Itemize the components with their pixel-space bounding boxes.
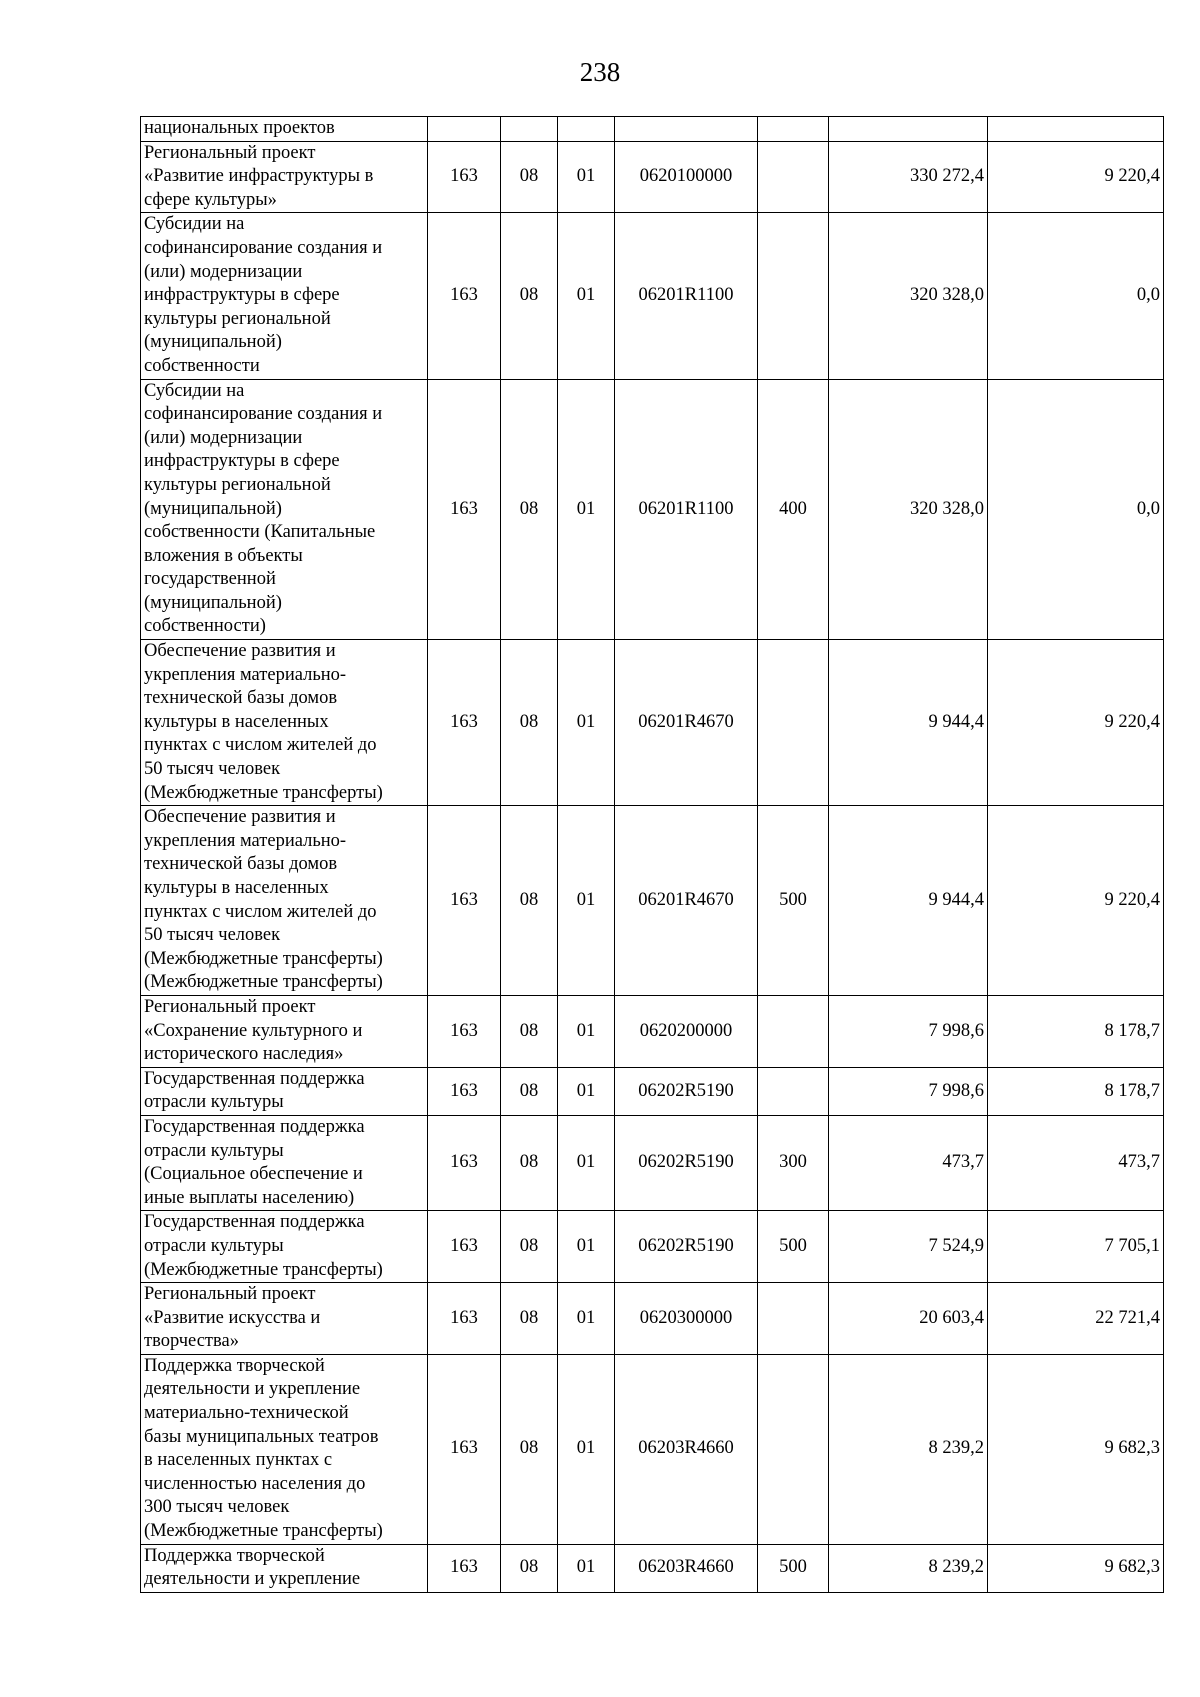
cell-admin-code: 163 [428, 1115, 501, 1210]
cell-admin-code: 163 [428, 379, 501, 640]
cell-section: 08 [501, 1283, 558, 1355]
item-name-line: технической базы домов [144, 854, 338, 875]
cell-target-article: 06201R1100 [615, 213, 758, 379]
cell-amount-year-2: 8 178,7 [988, 1067, 1164, 1115]
cell-section: 08 [501, 1115, 558, 1210]
item-name-line: деятельности и укрепление [144, 1569, 361, 1590]
item-name-line: собственности) [144, 616, 266, 637]
item-name-line: инфраструктуры в сфере [144, 451, 340, 472]
table-row [141, 640, 1164, 806]
item-name-line: культуры в населенных [144, 878, 329, 898]
item-name-line: (Межбюджетные трансферты) [144, 972, 383, 993]
table-row [141, 141, 1164, 213]
item-name-line: национальных проектов [144, 118, 335, 138]
item-name-line: (муниципальной) [144, 498, 282, 519]
item-name-line: (муниципальной) [144, 592, 282, 613]
item-name-line: Субсидии на [144, 380, 245, 401]
item-name-line: отрасли культуры [144, 1140, 284, 1161]
cell-expense-type: 500 [758, 1544, 829, 1592]
cell-amount-year-1: 9 944,4 [829, 806, 988, 996]
item-name-line: Государственная поддержка [144, 1212, 365, 1233]
table-row [141, 1211, 1164, 1283]
cell-expense-type [758, 640, 829, 806]
cell-item-name [141, 213, 428, 379]
item-name-line: 50 тысяч человек [144, 925, 281, 946]
cell-item-name [141, 1544, 428, 1592]
cell-amount-year-1: 9 944,4 [829, 640, 988, 806]
item-name-line: (муниципальной) [144, 332, 282, 353]
cell-amount-year-1: 7 998,6 [829, 995, 988, 1067]
table-row [141, 1067, 1164, 1115]
item-name-line: укрепления материально- [144, 830, 347, 851]
cell-expense-type: 500 [758, 1211, 829, 1283]
cell-subsection: 01 [558, 1067, 615, 1115]
cell-section: 08 [501, 1211, 558, 1283]
cell-amount-year-1: 320 328,0 [829, 379, 988, 640]
cell-admin-code: 163 [428, 1067, 501, 1115]
item-name-line: вложения в объекты [144, 545, 303, 566]
cell-section: 08 [501, 379, 558, 640]
item-name-line: в населенных пунктах с [144, 1450, 333, 1471]
cell-target-article: 06203R4660 [615, 1544, 758, 1592]
cell-target-article: 06202R5190 [615, 1115, 758, 1210]
cell-amount-year-2: 22 721,4 [988, 1283, 1164, 1355]
cell-amount-year-2: 9 220,4 [988, 141, 1164, 213]
cell-admin-code: 163 [428, 1544, 501, 1592]
item-name-line: (или) модернизации [144, 261, 303, 282]
cell-amount-year-2: 8 178,7 [988, 995, 1164, 1067]
item-name-line: (Социальное обеспечение и [144, 1164, 363, 1185]
cell-target-article: 06203R4660 [615, 1354, 758, 1544]
item-name-line: иные выплаты населению) [144, 1187, 355, 1208]
item-name-line: собственности (Капитальные [144, 522, 376, 543]
cell-admin-code [428, 117, 501, 142]
item-name-line: творчества» [144, 1331, 239, 1352]
cell-expense-type [758, 117, 829, 142]
cell-subsection: 01 [558, 1115, 615, 1210]
cell-amount-year-1: 8 239,2 [829, 1354, 988, 1544]
cell-item-name [141, 1067, 428, 1115]
item-name-line: культуры в населенных [144, 711, 329, 732]
item-name-line: 300 тысяч человек [144, 1497, 290, 1518]
cell-subsection: 01 [558, 1283, 615, 1355]
item-name-line: Региональный проект [144, 996, 316, 1017]
cell-amount-year-1: 7 524,9 [829, 1211, 988, 1283]
cell-admin-code: 163 [428, 1283, 501, 1355]
item-name-line: Субсидии на [144, 214, 245, 235]
cell-subsection: 01 [558, 806, 615, 996]
cell-section: 08 [501, 1544, 558, 1592]
cell-expense-type [758, 1067, 829, 1115]
cell-target-article: 06202R5190 [615, 1211, 758, 1283]
cell-subsection: 01 [558, 1544, 615, 1592]
item-name-line: Региональный проект [144, 142, 316, 163]
cell-expense-type [758, 141, 829, 213]
table-row [141, 995, 1164, 1067]
item-name-line: исторического наследия» [144, 1044, 344, 1065]
item-name-line: государственной [144, 569, 276, 590]
cell-admin-code: 163 [428, 995, 501, 1067]
item-name-line: (Межбюджетные трансферты) [144, 782, 383, 803]
cell-amount-year-1: 8 239,2 [829, 1544, 988, 1592]
item-name-line: «Развитие искусства и [144, 1307, 321, 1328]
item-name-line: культуры региональной [144, 474, 331, 495]
item-name-line: собственности [144, 355, 260, 376]
cell-section: 08 [501, 995, 558, 1067]
cell-amount-year-2: 473,7 [988, 1115, 1164, 1210]
cell-amount-year-1: 330 272,4 [829, 141, 988, 213]
item-name-line: отрасли культуры [144, 1235, 284, 1256]
cell-section: 08 [501, 640, 558, 806]
item-name-line: укрепления материально- [144, 664, 347, 685]
cell-subsection: 01 [558, 640, 615, 806]
item-name-line: деятельности и укрепление [144, 1379, 361, 1400]
table-row [141, 806, 1164, 996]
cell-amount-year-2: 9 220,4 [988, 640, 1164, 806]
cell-target-article: 0620200000 [615, 995, 758, 1067]
item-name-line: Государственная поддержка [144, 1068, 365, 1089]
cell-amount-year-2: 0,0 [988, 379, 1164, 640]
cell-section: 08 [501, 1354, 558, 1544]
item-name-line: Региональный проект [144, 1284, 316, 1305]
cell-subsection: 01 [558, 213, 615, 379]
cell-item-name [141, 141, 428, 213]
table-row [141, 213, 1164, 379]
cell-amount-year-2: 0,0 [988, 213, 1164, 379]
table-row [141, 1115, 1164, 1210]
cell-subsection: 01 [558, 995, 615, 1067]
cell-expense-type [758, 1283, 829, 1355]
cell-item-name [141, 117, 428, 142]
cell-item-name [141, 1115, 428, 1210]
item-name-line: культуры региональной [144, 308, 331, 329]
cell-item-name [141, 1283, 428, 1355]
table-row [141, 1544, 1164, 1592]
cell-item-name [141, 995, 428, 1067]
table-row [141, 1283, 1164, 1355]
cell-section: 08 [501, 1067, 558, 1115]
table-row [141, 379, 1164, 640]
item-name-line: Поддержка творческой [144, 1355, 325, 1376]
cell-item-name [141, 1354, 428, 1544]
cell-target-article: 0620300000 [615, 1283, 758, 1355]
cell-amount-year-1: 7 998,6 [829, 1067, 988, 1115]
cell-section: 08 [501, 806, 558, 996]
cell-expense-type [758, 1354, 829, 1544]
item-name-line: базы муниципальных театров [144, 1426, 379, 1447]
item-name-line: Обеспечение развития и [144, 807, 336, 828]
cell-amount-year-1 [829, 117, 988, 142]
budget-table-body [141, 117, 1164, 1593]
item-name-line: материально-технической [144, 1403, 349, 1424]
item-name-line: инфраструктуры в сфере [144, 285, 340, 306]
item-name-line: Поддержка творческой [144, 1545, 325, 1566]
cell-amount-year-1: 20 603,4 [829, 1283, 988, 1355]
cell-admin-code: 163 [428, 1354, 501, 1544]
item-name-line: (Межбюджетные трансферты) [144, 1521, 383, 1542]
cell-item-name [141, 640, 428, 806]
cell-section [501, 117, 558, 142]
cell-amount-year-1: 473,7 [829, 1115, 988, 1210]
page-number: 238 [579, 57, 621, 87]
item-name-line: (Межбюджетные трансферты) [144, 948, 383, 969]
cell-expense-type: 500 [758, 806, 829, 996]
cell-amount-year-2: 9 220,4 [988, 806, 1164, 996]
cell-target-article: 0620100000 [615, 141, 758, 213]
item-name-line: софинансирование создания и [144, 237, 383, 258]
cell-target-article: 06201R4670 [615, 640, 758, 806]
item-name-line: пунктах с числом жителей до [144, 901, 377, 922]
cell-subsection [558, 117, 615, 142]
item-name-line: отрасли культуры [144, 1092, 284, 1113]
table-row [141, 1354, 1164, 1544]
cell-subsection: 01 [558, 379, 615, 640]
cell-amount-year-1: 320 328,0 [829, 213, 988, 379]
item-name-line: пунктах с числом жителей до [144, 735, 377, 756]
cell-item-name [141, 379, 428, 640]
item-name-line: 50 тысяч человек [144, 759, 281, 780]
cell-amount-year-2 [988, 117, 1164, 142]
cell-admin-code: 163 [428, 640, 501, 806]
cell-subsection: 01 [558, 141, 615, 213]
cell-target-article: 06202R5190 [615, 1067, 758, 1115]
item-name-line: «Развитие инфраструктуры в [144, 166, 374, 187]
table-row [141, 117, 1164, 142]
cell-amount-year-2: 9 682,3 [988, 1354, 1164, 1544]
cell-target-article: 06201R1100 [615, 379, 758, 640]
cell-expense-type [758, 995, 829, 1067]
item-name-line: технической базы домов [144, 688, 338, 709]
cell-target-article: 06201R4670 [615, 806, 758, 996]
cell-section: 08 [501, 213, 558, 379]
cell-subsection: 01 [558, 1211, 615, 1283]
cell-admin-code: 163 [428, 141, 501, 213]
cell-target-article [615, 117, 758, 142]
cell-admin-code: 163 [428, 213, 501, 379]
item-name-line: численностью населения до [144, 1473, 366, 1494]
item-name-line: софинансирование создания и [144, 404, 383, 425]
cell-subsection: 01 [558, 1354, 615, 1544]
item-name-line: (или) модернизации [144, 427, 303, 448]
item-name-line: «Сохранение культурного и [144, 1020, 363, 1041]
cell-item-name [141, 806, 428, 996]
item-name-line: Государственная поддержка [144, 1116, 365, 1137]
item-name-line: Обеспечение развития и [144, 641, 336, 662]
item-name-line: (Межбюджетные трансферты) [144, 1259, 383, 1280]
cell-amount-year-2: 9 682,3 [988, 1544, 1164, 1592]
cell-expense-type: 400 [758, 379, 829, 640]
cell-admin-code: 163 [428, 806, 501, 996]
cell-admin-code: 163 [428, 1211, 501, 1283]
cell-section: 08 [501, 141, 558, 213]
cell-amount-year-2: 7 705,1 [988, 1211, 1164, 1283]
cell-expense-type [758, 213, 829, 379]
cell-expense-type: 300 [758, 1115, 829, 1210]
item-name-line: сфере культуры» [144, 189, 277, 210]
budget-table [140, 116, 1164, 1593]
cell-item-name [141, 1211, 428, 1283]
